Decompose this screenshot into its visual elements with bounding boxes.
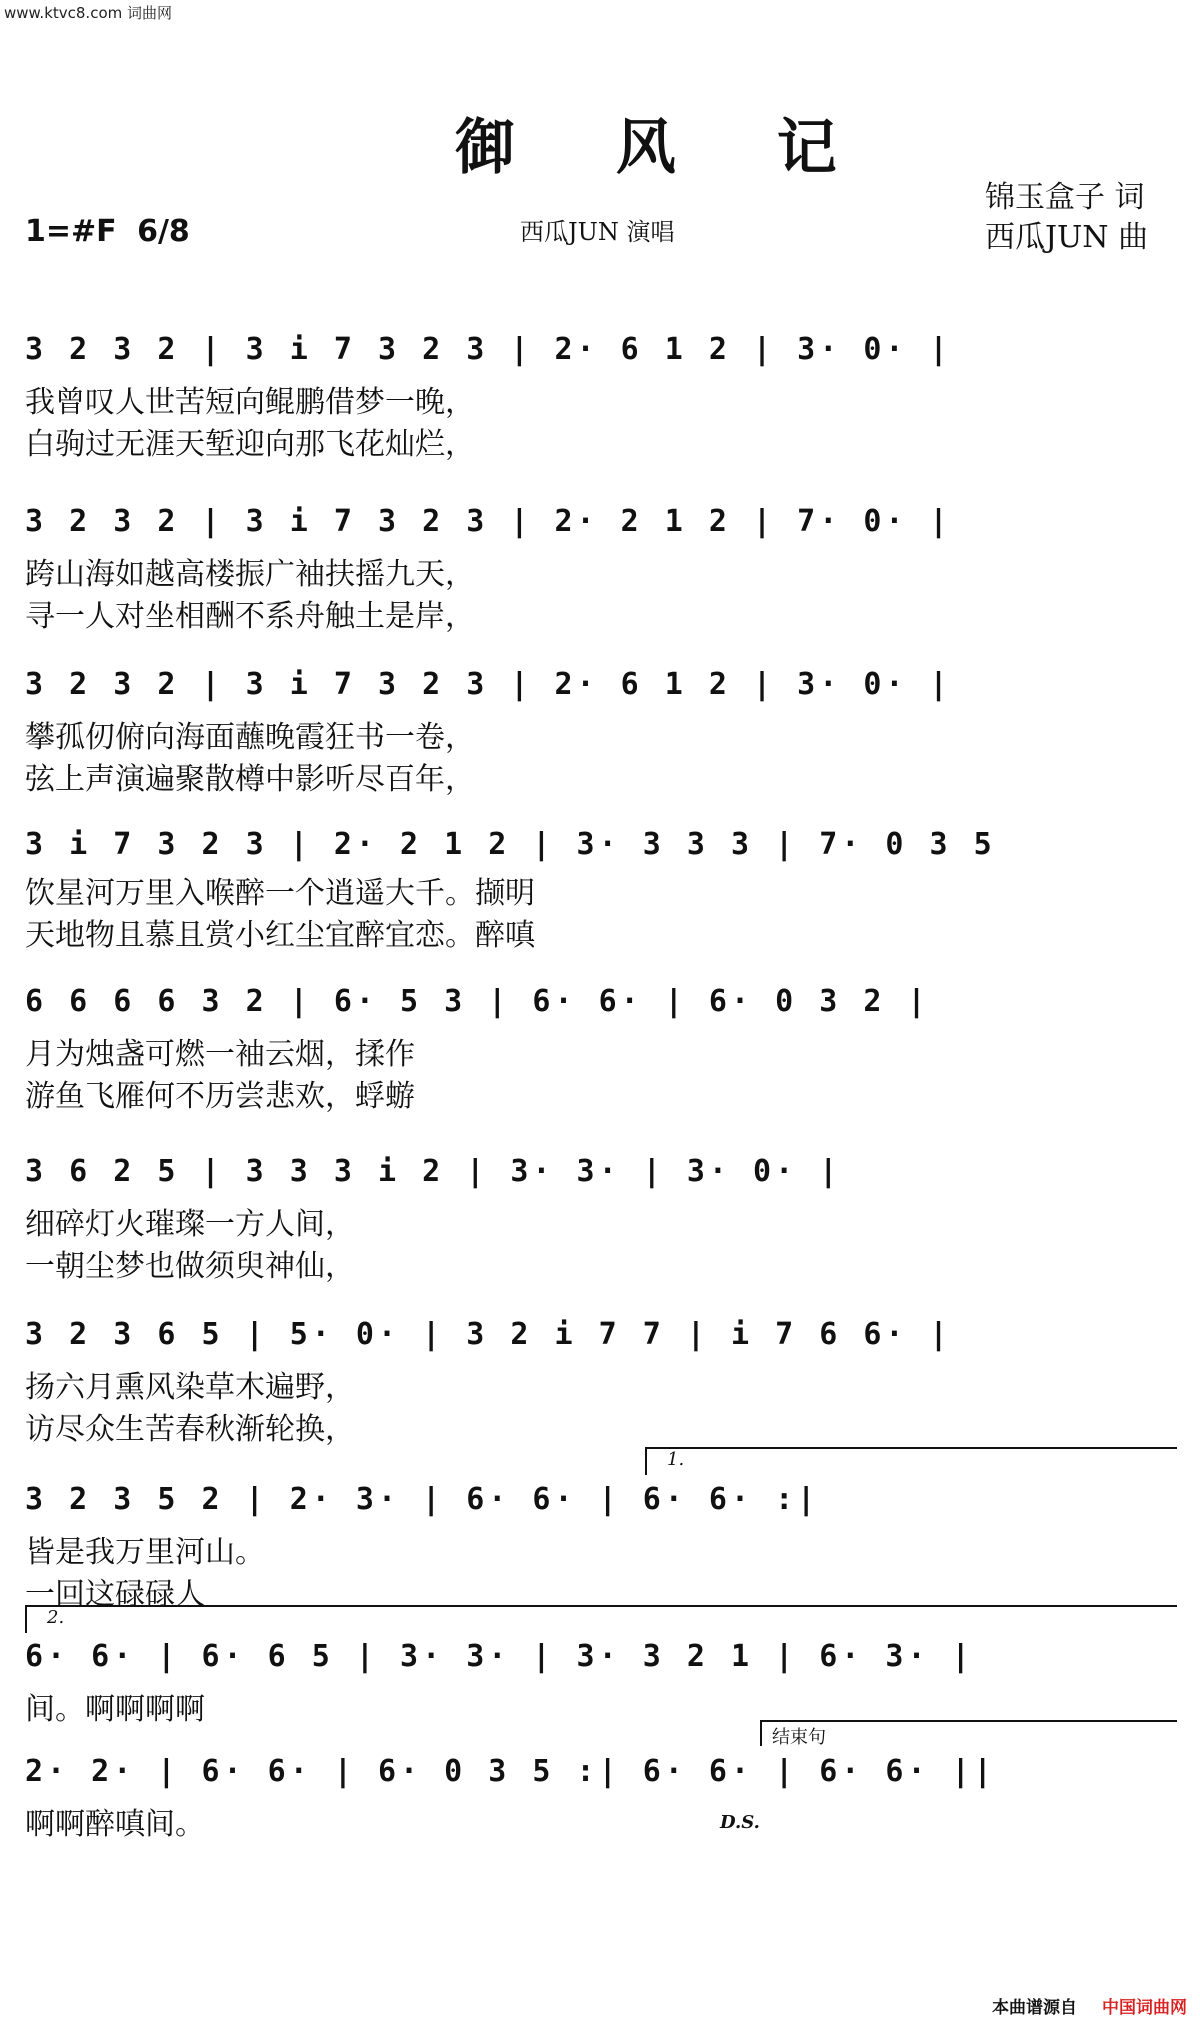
notes-row: 3 2 3 5 2 | 2· 3· | 6· 6· | 6· 6· :| [25,1481,820,1517]
lyrics-verse-2: 寻一人对坐相酬不系舟触土是岸， [25,599,475,634]
lyrics-verse-2: 弦上声演遍聚散樽中影听尽百年， [25,762,475,797]
lyrics-verse-1: 皆是我万里河山。 [25,1535,265,1570]
system-1 [25,328,1185,462]
system-7 [25,1313,1185,1447]
lyrics-verse-1: 饮星河万里入喉醉一个逍遥大千。撷明 [25,876,535,911]
lyrics-verse-2: 访尽众生苦春秋渐轮换， [25,1412,355,1447]
notes-row: 3 6 2 5 | 3 3 3 i 2 | 3· 3· | 3· 0· | [25,1153,842,1189]
key-signature [25,214,190,249]
notes-row: 2· 2· | 6· 6· | 6· 0 3 5 :| 6· 6· | 6· 6· || [25,1753,996,1789]
system-2 [25,500,1185,634]
lyrics-verse-2: 白驹过无涯天堑迎向那飞花灿烂， [25,427,475,462]
volta-bracket-2: 2. [25,1605,1177,1633]
song-title: 御 风 记 [455,113,877,183]
lyricist: 锦玉盒子 词 [985,180,1145,215]
lyrics-verse-1: 扬六月熏风染草木遍野， [25,1370,355,1405]
notes-row: 6 6 6 6 3 2 | 6· 5 3 | 6· 6· | 6· 0 3 2 | [25,983,930,1019]
system-5 [25,980,1185,1114]
lyrics-verse-2: 一回这碌碌人 [25,1577,205,1612]
key: 1=#F [25,214,117,249]
notes-row: 3 2 3 2 | 3 i 7 3 2 3 | 2· 6 1 2 | 3· 0· | [25,666,952,702]
volta-bracket-1: 1. [645,1447,1177,1475]
system-9 [25,1635,1185,1727]
system-10 [25,1750,1185,1842]
lyrics-verse-1: 月为烛盏可燃一袖云烟，揉作 [25,1037,415,1072]
coda-label: 结束句 [772,1727,826,1748]
system-4 [25,823,1185,953]
composer: 西瓜JUN 曲 [985,220,1149,255]
notes-row: 3 2 3 2 | 3 i 7 3 2 3 | 2· 6 1 2 | 3· 0· | [25,331,952,367]
lyrics-verse-1: 间。啊啊啊啊 [25,1692,205,1727]
footer-source: 本曲谱源自 [992,1998,1077,2018]
lyrics-verse-1: 细碎灯火璀璨一方人间， [25,1207,355,1242]
time-signature: 6/8 [137,214,190,249]
notes-row: 3 2 3 2 | 3 i 7 3 2 3 | 2· 2 1 2 | 7· 0· | [25,503,952,539]
watermark: www.ktvc8.com 词曲网 [4,4,173,22]
lyrics-verse-2: 游鱼飞雁何不历尝悲欢，蜉蝣 [25,1079,415,1114]
coda-bracket [760,1720,1177,1746]
lyrics-verse-2: 天地物且慕且赏小红尘宜醉宜恋。醉嗔 [25,918,535,953]
notes-row: 3 2 3 6 5 | 5· 0· | 3 2 i 7 7 | i 7 6 6· | [25,1316,952,1352]
lyrics-verse-1: 攀孤仞俯向海面蘸晚霞狂书一卷， [25,720,475,755]
lyrics-verse-1: 我曾叹人世苦短向鲲鹏借梦一晚， [25,385,475,420]
lyrics-verse-1: 啊啊醉嗔间。 [25,1807,205,1842]
system-8 [25,1478,1185,1612]
system-3 [25,663,1185,797]
footer-site[interactable]: 中国词曲网 [1102,1998,1187,2018]
singer: 西瓜JUN 演唱 [520,218,675,246]
notes-row: 6· 6· | 6· 6 5 | 3· 3· | 3· 3 2 1 | 6· 3· | [25,1638,974,1674]
lyrics-verse-2: 一朝尘梦也做须臾神仙， [25,1249,355,1284]
lyrics-verse-1: 跨山海如越高楼振广袖扶摇九天， [25,557,475,592]
system-6 [25,1150,1185,1284]
dal-segno-mark: D.S. [720,1812,760,1833]
notes-row: 3 i 7 3 2 3 | 2· 2 1 2 | 3· 3 3 3 | 7· 0 3 5 [25,826,996,862]
